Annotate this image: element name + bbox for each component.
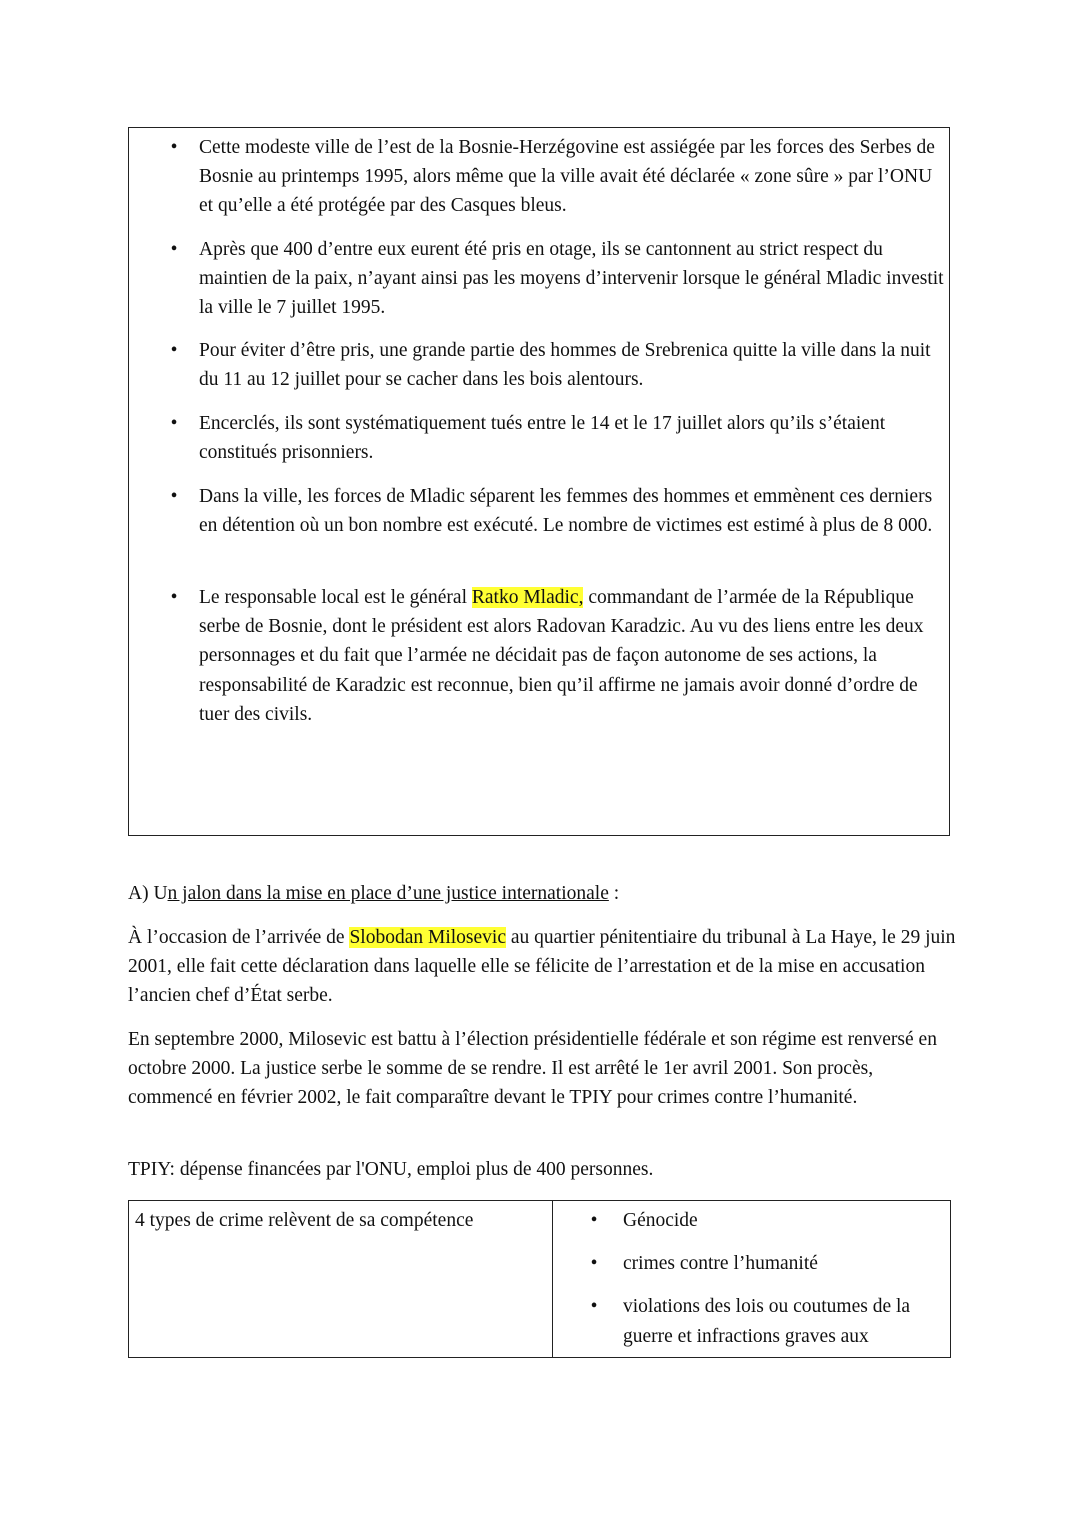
bullet-icon: • [590,1210,598,1231]
paragraph-tpiy: TPIY: dépense financées par l'ONU, emploi plus de 400 personnes. [128,1159,654,1180]
list-item [553,1292,950,1350]
section-heading-suffix: : [608,883,620,904]
bullet-icon: • [590,1253,598,1275]
list-item-text: Pour éviter d’être pris, une grande partie des hommes de Srebrenica quitte la ville dans la nuit du 11 au 12 juillet pour se cacher dans les bois alentours. [199,340,931,391]
highlighted-name: Slobodan Milosevic [349,927,506,948]
bullet-icon: • [170,413,178,434]
list-item [553,1249,950,1278]
list-item [170,409,949,467]
bullet-icon: • [170,137,178,158]
bullet-icon: • [170,587,178,608]
list-item-text: Après que 400 d’entre eux eurent été pris en otage, ils se cantonnent au strict respect du maintien de la paix, n’ayant ainsi pas les moyens d’intervenir lorsque le général Mladic investit la ville le 7 juillet 1995. [199,239,944,319]
table-row [129,1201,951,1358]
crime-type: violations des lois ou coutumes de la guerre et infractions graves aux [623,1296,911,1347]
crime-type-list [553,1206,950,1351]
srebrenica-box [128,127,950,836]
bullet-icon: • [170,340,178,361]
highlighted-name: Ratko Mladic, [471,587,584,608]
list-item [170,583,949,729]
crimes-table [128,1200,951,1358]
list-item-text-before: Le responsable local est le général [199,587,472,608]
table-cell-list [553,1201,951,1358]
list-item-text-after: commandant de l’armée de la République serbe de Bosnie, dont le président est alors Radovan Karadzic. Au vu des liens entre les deux personnages et du fait que l’armée ne décidait pas de façon autonome de ses actions, la responsabilité de Karadzic est reconnue, bien qu’il affirme ne jamais avoir donné d’ordre de tuer des civils. [199,587,924,725]
list-item [553,1206,950,1235]
list-item [170,235,949,323]
paragraph-election: En septembre 2000, Milosevic est battu à l’élection présidentielle fédérale et son régime est renversé en octobre 2000. La justice serbe le somme de se rendre. Il est arrêté le 1er avril 2001. Son procès, commencé en février 2002, le fait comparaître devant le TPIY pour crimes contre l’humanité. [128,1029,937,1109]
list-item-text: Encerclés, ils sont systématiquement tués entre le 14 et le 17 juillet alors qu’ils s’étaient constitués prisonniers. [199,413,886,464]
paragraph-arrival [128,923,958,1011]
bullet-icon: • [590,1296,598,1318]
paragraph-text-after: au quartier pénitentiaire du tribunal à La Haye, le 29 juin 2001, elle fait cette déclaration dans laquelle elle se félicite de l’arrestation et de la mise en accusation l’ancien chef d’État serbe. [128,927,956,1007]
list-item [170,482,949,540]
list-item [170,336,949,394]
section-heading-underlined: n jalon dans la mise en place d’une justice internationale [167,883,609,904]
bullet-icon: • [170,486,178,507]
crime-type: crimes contre l’humanité [623,1253,818,1275]
bullet-icon: • [170,239,178,260]
list-item-text: Dans la ville, les forces de Mladic séparent les femmes des hommes et emmènent ces derniers en détention où un bon nombre est exécuté. Le nombre de victimes est estimé à plus de 8 000. [199,486,933,537]
table-cell-label [129,1201,553,1358]
list-item-text: Cette modeste ville de l’est de la Bosnie-Herzégovine est assiégée par les forces des Serbes de Bosnie au printemps 1995, alors même que la ville avait été déclarée « zone sûre » par l’ONU et qu’elle a été protégée par des Casques bleus. [199,137,935,217]
section-heading [128,879,958,908]
paragraph-text-before: À l’occasion de l’arrivée de [128,927,350,948]
crimes-label: 4 types de crime relèvent de sa compétence [135,1210,474,1231]
list-item [170,133,949,221]
crime-type: Génocide [623,1210,698,1231]
section-heading-prefix: A) U [128,883,168,904]
